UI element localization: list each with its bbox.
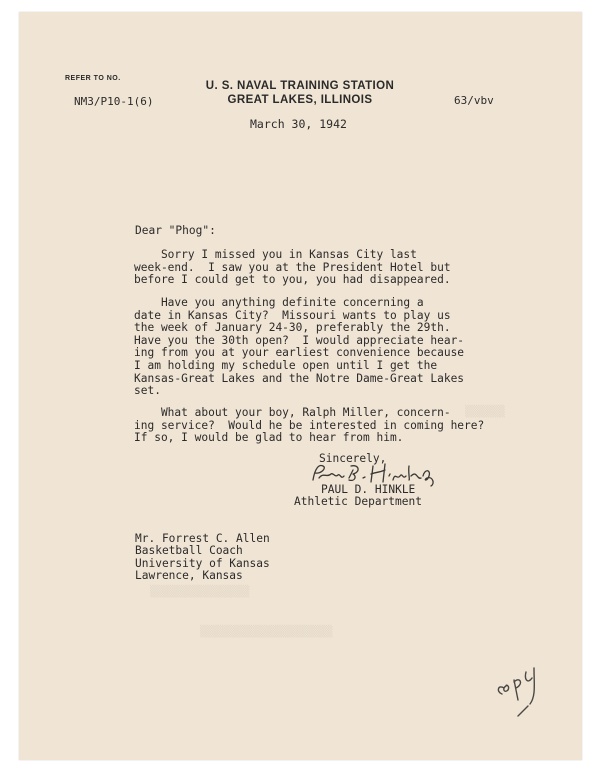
signer-title: Athletic Department — [294, 495, 422, 508]
signer-name: PAUL D. HINKLE — [321, 483, 416, 496]
letterhead-title: U. S. NAVAL TRAINING STATION — [205, 80, 395, 92]
refer-to-label: REFER TO NO. — [65, 75, 121, 82]
bleed-through-mark: ▒▒▒▒▒▒▒▒▒▒▒▒▒▒▒ — [150, 585, 250, 598]
reference-number: NM3/P10-1(6) — [74, 95, 154, 108]
recipient-name: Mr. Forrest C. Allen — [135, 531, 270, 545]
letterhead-location: GREAT LAKES, ILLINOIS — [227, 94, 373, 106]
paragraph-3: What about your boy, Ralph Miller, concern- ing service? Would he be interested in coming here? If so, I would be glad to hear from him. — [134, 406, 485, 445]
recipient-organization: University of Kansas — [135, 556, 270, 570]
handwritten-copy-note — [490, 650, 560, 720]
bleed-through-mark: ▒▒▒▒▒▒ — [465, 405, 505, 418]
recipient-city: Lawrence, Kansas — [135, 569, 243, 583]
closing: Sincerely, — [319, 452, 387, 465]
letter-date: March 30, 1942 — [250, 117, 347, 131]
salutation: Dear "Phog": — [135, 224, 216, 237]
paragraph-1: Sorry I missed you in Kansas City last week-end. I saw you at the President Hotel but before I could get to you, you had disappeared. — [134, 248, 451, 287]
bleed-through-mark: ▒▒▒▒▒▒▒▒▒▒▒▒▒▒▒▒▒▒▒▒ — [200, 625, 333, 638]
recipient-address — [135, 520, 270, 583]
recipient-title: Basketball Coach — [135, 544, 243, 558]
paragraph-2: Have you anything definite concerning a date in Kansas City? Missouri wants to play us the week of January 24-30, preferably the 29th. Have you the 30th open? I would appreciate hear- ing from you at your earliest convenience because I am holding my schedule open until I get the Kansas-Great Lakes and the Notre Dame-Great Lakes set. — [134, 296, 465, 398]
typist-initials: 63/vbv — [454, 94, 494, 107]
